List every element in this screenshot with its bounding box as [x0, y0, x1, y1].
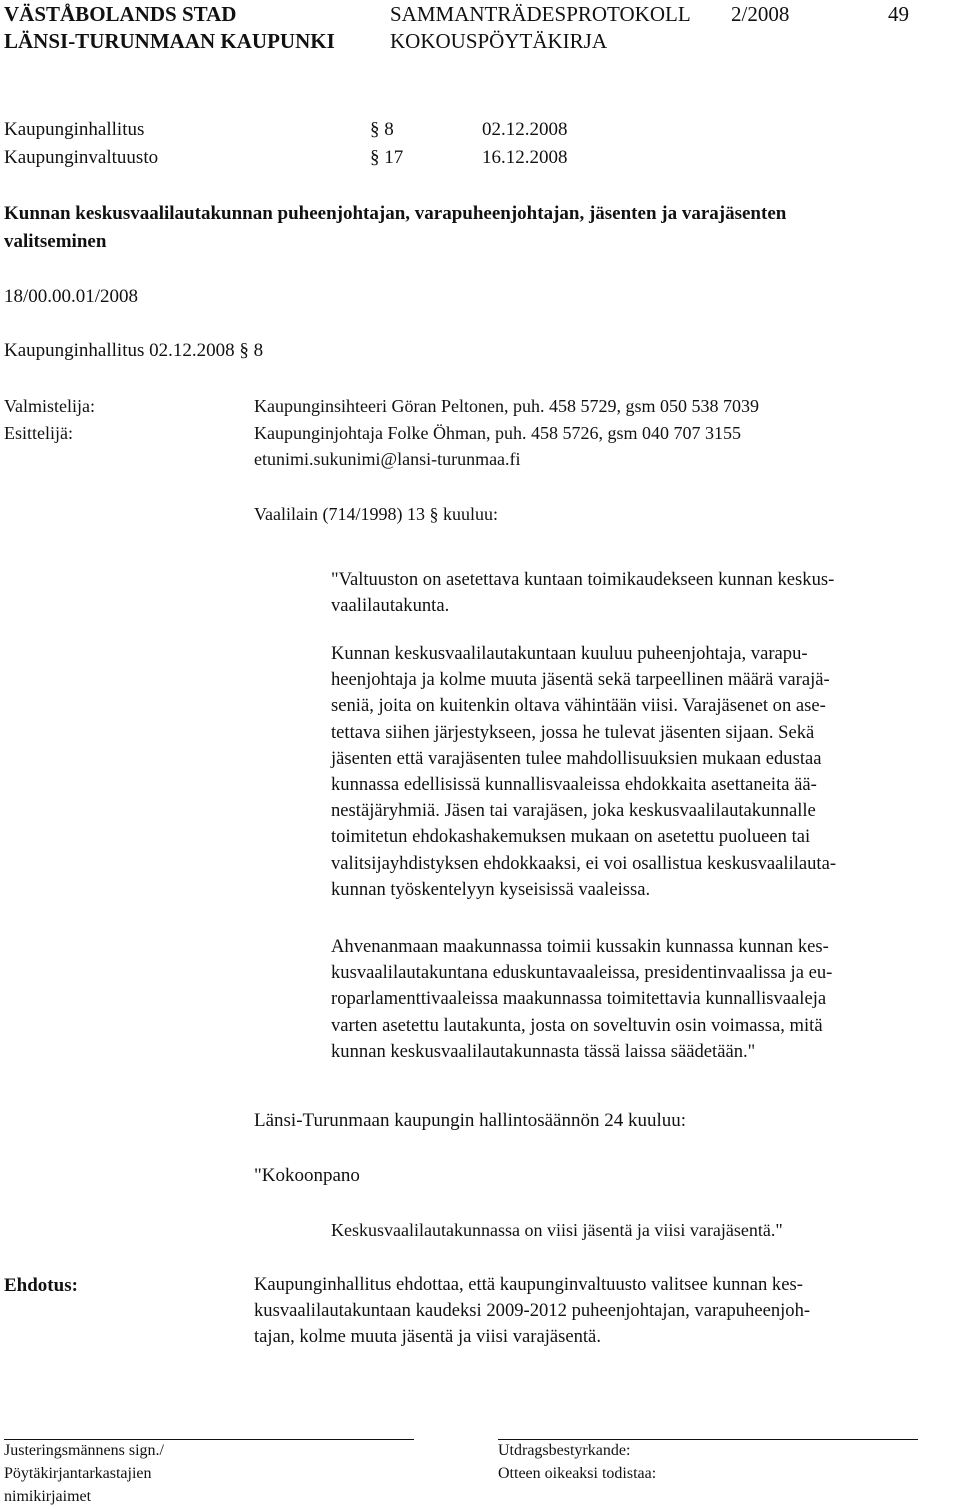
issue-number: 2/2008: [731, 2, 790, 26]
law-quote-paragraph: [331, 934, 832, 1065]
quote-line: tettava siihen järjestykseen, jossa he tulevat jäsenten sijaan. Sekä: [331, 721, 815, 743]
quote-line: toimitetun ehdokashakemuksen mukaan on asetettu puolueen tai: [331, 826, 811, 848]
quote-line: valitsijayhdistyksen ehdokkaaksi, ei voi osallistua keskusvaalilauta-: [331, 852, 837, 874]
body-name: Kaupunginvaltuusto: [4, 147, 159, 168]
org-name-finnish: LÄNSI-TURUNMAAN KAUPUNKI: [4, 29, 335, 53]
quote-line: kunnan keskusvaalilautakunnasta tässä laissa säädetään.": [331, 1040, 756, 1062]
quote-line: vaalilautakunta.: [331, 595, 450, 617]
footer-sign-label: Pöytäkirjantarkastajien: [4, 1465, 152, 1482]
agenda-title-line: Kunnan keskusvaalilautakunnan puheenjohtajan, varapuheenjohtajan, jäsenten ja varajäsenten: [4, 203, 787, 224]
footer-cert-label: Utdragsbestyrkande:: [498, 1442, 631, 1459]
page-number: 49: [888, 2, 909, 26]
section-number: § 17: [370, 147, 404, 168]
email-address: etunimi.sukunimi@lansi-turunmaa.fi: [254, 449, 521, 469]
proposal-text: [254, 1272, 810, 1351]
section-number: § 8: [370, 119, 394, 140]
footer-sign-label: nimikirjaimet: [4, 1488, 92, 1505]
proposal-line: kusvaalilautakuntaan kaudeksi 2009-2012 puheenjohtajan, varapuheenjoh-: [254, 1300, 811, 1322]
law-intro: Vaalilain (714/1998) 13 § kuuluu:: [254, 504, 498, 524]
presenter-value: Kaupunginjohtaja Folke Öhman, puh. 458 5726, gsm 040 707 3155: [254, 423, 741, 443]
meeting-date: 16.12.2008: [482, 147, 568, 168]
quote-line: varten asetettu lautakunta, josta on soveltuvin osin voimassa, mitä: [331, 1014, 823, 1036]
quote-line: kunnassa edellisissä kunnallisvaaleissa ehdokkaita asettaneita ää-: [331, 774, 817, 796]
quote-line: roparlamenttivaaleissa maakunnassa toimitettavia kunnallisvaaleja: [331, 988, 827, 1010]
quote-line: seniä, joita on kuitenkin oltava vähintään viisi. Varajäsenet on ase-: [331, 695, 826, 717]
quote-line: "Valtuuston on asetettava kuntaan toimikaudekseen kunnan keskus-: [331, 569, 835, 590]
quote-line: Kunnan keskusvaalilautakuntaan kuuluu puheenjohtaja, varapu-: [331, 643, 808, 664]
composition-text: Keskusvaalilautakunnassa on viisi jäsentä ja viisi varajäsentä.": [331, 1220, 783, 1240]
body-name: Kaupunginhallitus: [4, 119, 145, 140]
org-name-swedish: VÄSTÅBOLANDS STAD: [4, 2, 237, 26]
proposal-label: Ehdotus:: [4, 1275, 78, 1296]
preparer-value: Kaupunginsihteeri Göran Peltonen, puh. 458 5729, gsm 050 538 7039: [254, 396, 759, 416]
quote-line: heenjohtaja ja kolme muuta jäsentä sekä tarpeellinen määrä varajä-: [331, 669, 830, 691]
footer-cert-label: Otteen oikeaksi todistaa:: [498, 1465, 657, 1482]
presenter-label: Esittelijä:: [4, 423, 73, 443]
quote-line: kunnan työskentelyyn kyseisissä vaaleissa.: [331, 878, 651, 900]
footer-sign-label: Justeringsmännens sign./: [4, 1442, 164, 1459]
reference-number: 18/00.00.01/2008: [4, 286, 139, 307]
quote-line: Ahvenanmaan maakunnassa toimii kussakin kunnassa kunnan kes-: [331, 936, 829, 957]
composition-heading: "Kokoonpano: [254, 1165, 360, 1186]
quote-line: nestäjäryhmiä. Jäsen tai varajäsen, joka keskusvaalilautakunnalle: [331, 800, 816, 822]
quote-line: jäsenten että varajäsenten tulee mahdollisuuksien mukaan edustaa: [331, 747, 822, 769]
law-quote-paragraph: [331, 567, 834, 619]
proposal-line: tajan, kolme muuta jäsentä ja viisi varajäsentä.: [254, 1326, 601, 1348]
preparer-label: Valmistelija:: [4, 396, 95, 416]
regulation-intro: Länsi-Turunmaan kaupungin hallintosäännön 24 kuuluu:: [254, 1110, 687, 1131]
doc-type-finnish: KOKOUSPÖYTÄKIRJA: [390, 29, 608, 53]
board-reference: Kaupunginhallitus 02.12.2008 § 8: [4, 340, 264, 361]
meeting-date: 02.12.2008: [482, 119, 568, 140]
proposal-line: Kaupunginhallitus ehdottaa, että kaupunginvaltuusto valitsee kunnan kes-: [254, 1274, 803, 1295]
quote-line: kusvaalilautakuntana eduskuntavaaleissa, presidentinvaalissa ja eu-: [331, 962, 833, 984]
doc-type-swedish: SAMMANTRÄDESPROTOKOLL: [390, 2, 691, 26]
law-quote-paragraph: [331, 641, 836, 903]
agenda-title-line: valitseminen: [4, 231, 107, 252]
